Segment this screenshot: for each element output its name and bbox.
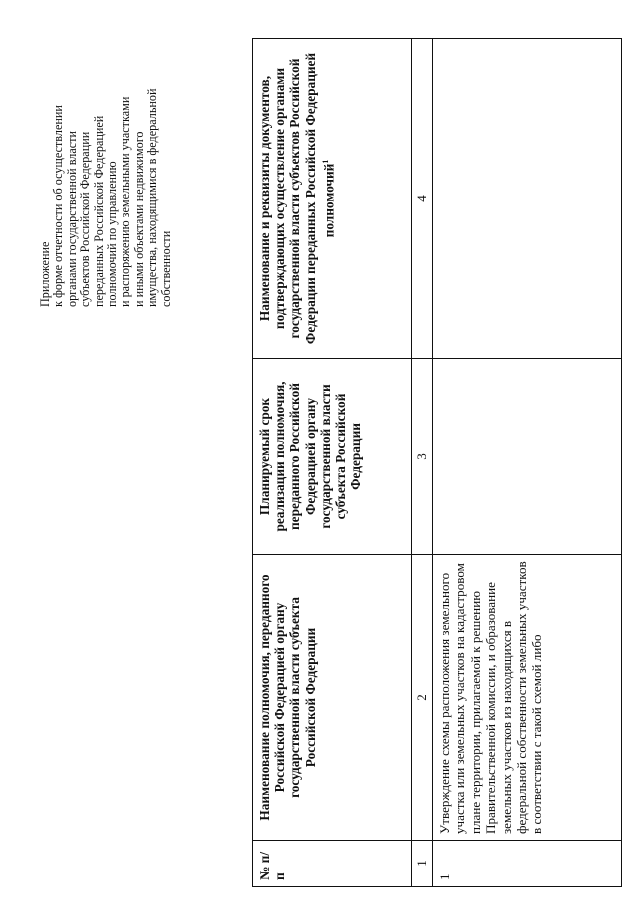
header-docs	[253, 39, 412, 359]
header-line: субъектов Российской Федерации	[78, 131, 93, 307]
header-line: имущества, находящимися в федеральной	[145, 88, 160, 307]
header-docs-text: Наименование и реквизиты документов, подтверждающих осуществление органами государственной власти субъектов Российской Федерации переданных Российской Федерацией полномочий	[257, 52, 337, 345]
row-num: 1	[433, 841, 622, 887]
column-number: 3	[412, 359, 433, 555]
header-line: полномочий по управлению	[105, 161, 120, 307]
column-number: 4	[412, 39, 433, 359]
header-line: Приложение	[38, 241, 52, 307]
header-line: переданных Российской Федерацией	[91, 115, 106, 307]
row-term	[433, 359, 622, 555]
column-number: 2	[412, 555, 433, 841]
footnote-mark: 1	[320, 159, 330, 164]
table-row	[433, 39, 622, 887]
column-number-row	[412, 39, 433, 887]
header-line: органами государственной власти	[64, 130, 79, 307]
report-table	[252, 38, 622, 887]
header-line: и распоряжению земельными участками	[118, 96, 133, 307]
header-term: Планируемый срок реализации полномочия, переданного Российской Федерацией органу государственной власти субъекта Российской Федерации	[253, 359, 412, 555]
table-header-row	[253, 39, 412, 887]
header-line: к форме отчетности об осуществлении	[51, 105, 66, 307]
row-name: Утверждение схемы расположения земельного участка или земельных участков на кадастровом плане территории, прилагаемой к решению Правительственной комиссии, и образование земельных участков из находящихся в федеральной собственности земельных участков в соответствии с такой схемой либо	[433, 555, 622, 841]
column-number: 1	[412, 841, 433, 887]
header-line: собственности	[158, 230, 173, 307]
header-line: и иными объектами недвижимого	[131, 131, 146, 307]
row-docs	[433, 39, 622, 359]
header-name: Наименование полномочия, переданного Российской Федерацией органу государственной власти субъекта Российской Федерации	[253, 555, 412, 841]
appendix-header	[39, 7, 173, 307]
header-num: № п/п	[253, 841, 412, 887]
